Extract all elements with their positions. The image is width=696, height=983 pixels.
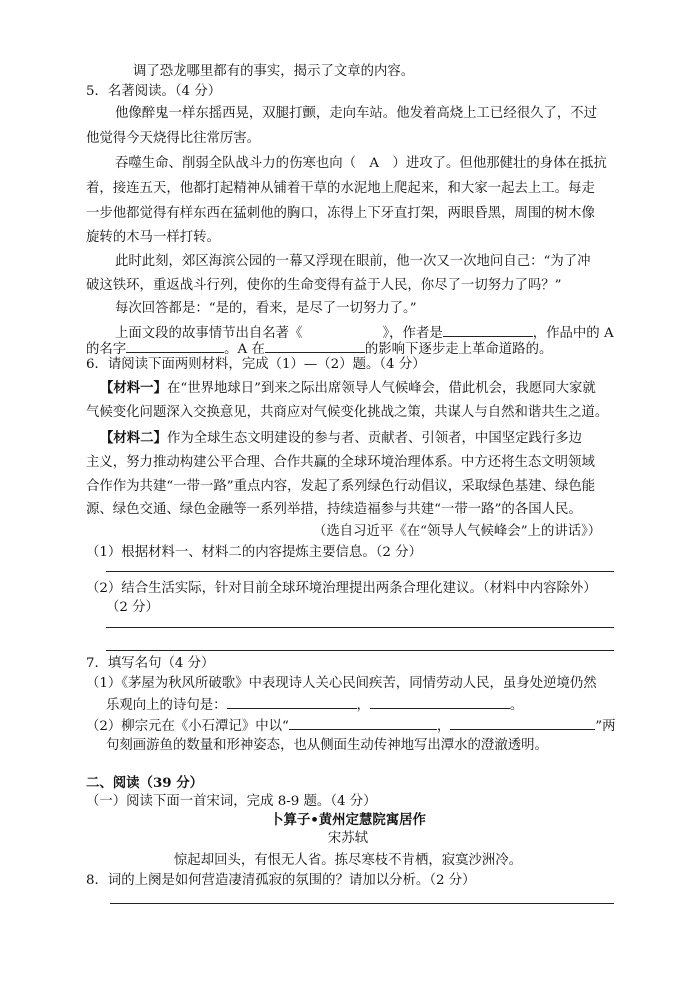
poem-line-blank-2[interactable]: [370, 695, 510, 709]
poem-line-blank-4[interactable]: [450, 716, 595, 730]
passage-line: 破这铁环，重返战斗行列，使你的生命变得有益于人民，你尽了一切努力了吗？”: [86, 278, 562, 293]
question-text: 的影响下逐步走上革命道路的。: [364, 342, 553, 357]
material-1-tag: 【材料一】: [100, 380, 167, 396]
poem-author: 宋苏轼: [327, 831, 369, 846]
material-text: 作为全球生态文明建设的参与者、贡献者、引领者，中国坚定践行多边: [166, 431, 583, 446]
passage-line: 他像醉鬼一样东摇西晃，双腿打颤，走向车站。他发着高烧上工已经很久了，不过: [115, 106, 598, 121]
answer-line[interactable]: [106, 571, 614, 572]
source-citation: （选自习近平《在“领导人气候峰会”上的讲话》）: [313, 524, 602, 539]
question-text: 》，作者是: [382, 326, 443, 341]
question-5-heading: 5．名著阅读。（4 分）: [86, 84, 222, 99]
fill-in-question: [86, 716, 615, 735]
fill-in-question: [106, 695, 523, 714]
poem-title: 卜算子•黄州定慧院寓居作: [270, 812, 426, 828]
poem-line-blank-3[interactable]: [289, 716, 437, 730]
answer-line[interactable]: [106, 650, 614, 651]
passage-line: 每次回答都是：“是的，看来，是尽了一切努力了。”: [115, 301, 417, 316]
answer-line[interactable]: [110, 903, 614, 904]
question-text: （1）《茅屋为秋风所破歌》中表现诗人关心民间疾苦，同情劳动人民，虽身处逆境仍然: [86, 676, 597, 691]
question-text: 句刻画游鱼的数量和形神姿态，也从侧面生动传神地写出潭水的澄澈透明。: [106, 738, 548, 753]
passage-line: 吞噬生命、削弱全队战斗力的伤寒也向（ A ）进攻了。但他那健壮的身体在抵抗: [115, 156, 607, 171]
author-blank[interactable]: [443, 323, 533, 337]
question-text: ，作品中的 A: [532, 326, 614, 341]
material-line: 主义，努力推动构建公平合理、合作共赢的全球环境治理体系。中方还将生态文明领域: [86, 455, 595, 470]
sub-section-heading: （一）阅读下面一首宋词，完成 8-9 题。（4 分）: [86, 794, 377, 809]
material-line: 源、绿色交通、绿色金融等一系列举措，持续造福参与共建“一带一路”的各国人民。: [86, 502, 582, 517]
question-text: 乐观向上的诗句是：: [106, 698, 227, 713]
score-text: （2 分）: [106, 600, 159, 615]
question-7-heading: 7．填写名句（4 分）: [86, 656, 215, 671]
question-text: 上面文段的故事情节出自名著《: [115, 326, 303, 341]
punctuation: 。: [509, 698, 524, 713]
material-line: [100, 380, 596, 397]
material-2-tag: 【材料二】: [100, 430, 167, 446]
material-line: 气候变化问题深入交换意见，共商应对气候变化挑战之策，共谋人与自然和谐共生之道。: [86, 405, 609, 420]
answer-line[interactable]: [106, 627, 614, 628]
punctuation: ，: [356, 698, 370, 713]
text-line: 调了恐龙哪里都有的事实，揭示了文章的内容。: [133, 64, 415, 79]
question-text: 。A 在: [224, 342, 265, 357]
book-title-blank[interactable]: [302, 324, 382, 337]
punctuation: ，: [436, 719, 451, 734]
material-text: 在“世界地球日”到来之际出席领导人气候峰会，借此机会，我愿同大家就: [166, 381, 596, 396]
passage-line: 他觉得今天烧得比往常厉害。: [86, 131, 261, 146]
material-line: 合作作为共建“一带一路”重点内容，发起了系列绿色行动倡议，采取绿色基建、绿色能: [86, 479, 596, 494]
question-text: ”两: [595, 719, 616, 734]
question-8: 8．词的上阕是如何营造凄清孤寂的氛围的？请加以分析。（2 分）: [86, 873, 476, 888]
fill-in-question: [86, 339, 552, 358]
passage-line: 旋转的木马一样打转。: [86, 230, 220, 245]
material-line: [100, 430, 582, 447]
question-6-heading: 6．请阅读下面两则材料，完成（1）—（2）题。（4 分）: [86, 357, 426, 372]
name-blank[interactable]: [126, 339, 224, 353]
passage-line: 此时此刻，郊区海滨公园的一幕又浮现在眼前，他一次又一次地问自己：“为了冲: [115, 254, 591, 269]
poem-line: 惊起却回头，有恨无人省。拣尽寒枝不肯栖，寂寞沙洲冷。: [173, 853, 523, 868]
section-2-heading: 二、阅读（39 分）: [86, 775, 204, 791]
question-text: 的名字: [86, 342, 127, 357]
poem-line-blank-1[interactable]: [227, 695, 357, 709]
influence-blank[interactable]: [265, 339, 365, 353]
question-text: （2）柳宗元在《小石潭记》中以“: [86, 719, 289, 734]
sub-question-2: （2）结合生活实际，针对目前全球环境治理提出两条合理化建议。（材料中内容除外）: [86, 581, 597, 596]
sub-question-1: （1）根据材料一、材料二的内容提炼主要信息。（2 分）: [86, 545, 422, 560]
passage-line: 着，接连五天，他都打起精神从铺着干草的水泥地上爬起来，和大家一起去上工。每走: [86, 181, 595, 196]
passage-line: 一步他都觉得有样东西在猛刺他的胸口，冻得上下牙直打架，两眼昏黑，周围的树木像: [86, 206, 595, 221]
